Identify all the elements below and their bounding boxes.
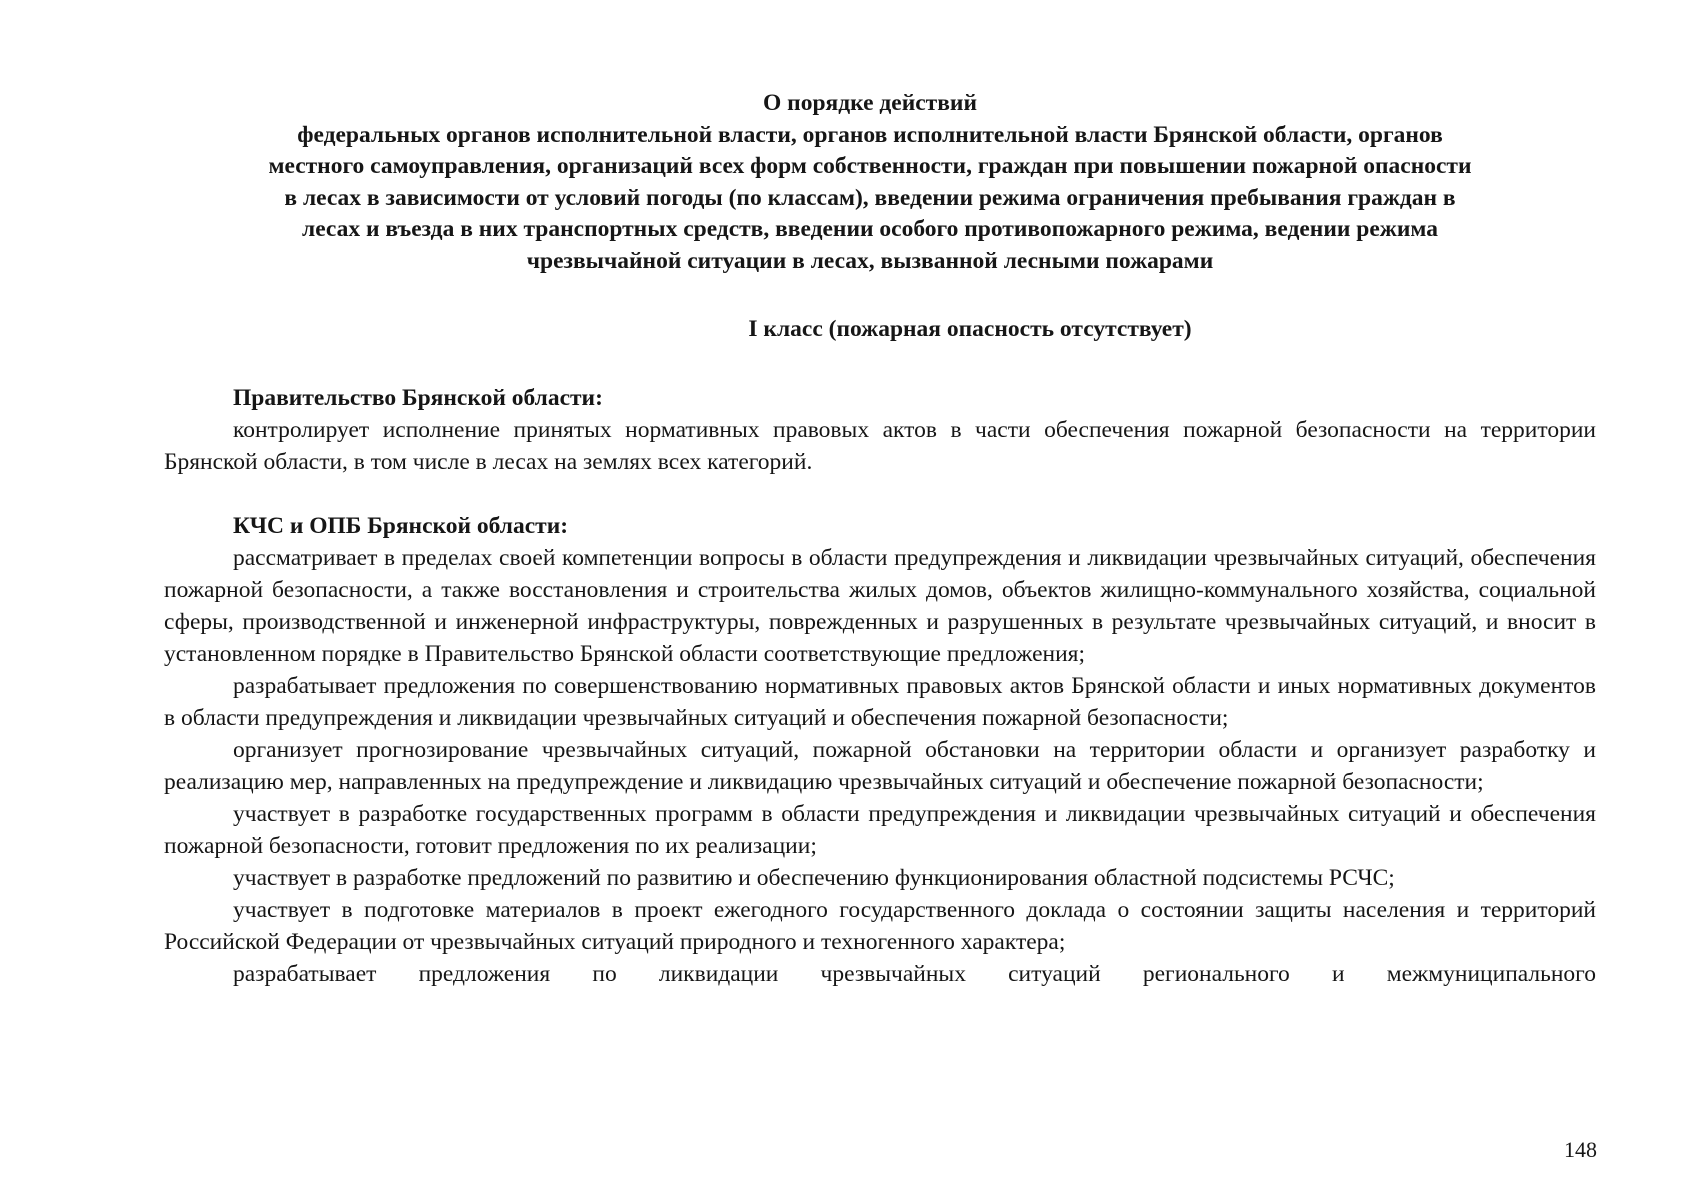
paragraph: организует прогнозирование чрезвычайных ситуаций, пожарной обстановки на территории области и организует разработку и реализацию мер, направленных на предупреждение и ликвидацию чрезвычайных ситуаций и обеспечение пожарной безопасности; (164, 737, 1596, 795)
title-line: в лесах в зависимости от условий погоды (по классам), введении режима ограничения пребывания граждан в (284, 184, 1456, 211)
page-number: 148 (1564, 1137, 1597, 1162)
title-line: О порядке действий (763, 90, 977, 116)
section-body-kchs-opb (164, 542, 1596, 990)
paragraph: участвует в подготовке материалов в проект ежегодного государственного доклада о состоянии защиты населения и территорий Российской Федерации от чрезвычайных ситуаций природного и техногенного характера; (164, 897, 1596, 955)
paragraph: разрабатывает предложения по ликвидации чрезвычайных ситуаций регионального и межмуниципального (233, 961, 1596, 987)
title-line: лесах и въезда в них транспортных средств, введении особого противопожарного режима, ведении режима (302, 216, 1438, 242)
fire-class-heading: I класс (пожарная опасность отсутствует) (748, 316, 1192, 342)
paragraph: рассматривает в пределах своей компетенции вопросы в области предупреждения и ликвидации чрезвычайных ситуаций, обеспечения пожарной безопасности, а также восстановления и строительства жилых домов, объектов жилищно-коммунального хозяйства, социальной сферы, производственной и инженерной инфраструктуры, поврежденных и разрушенных в результате чрезвычайных ситуаций, и вносит в установленном порядке в Правительство Брянской области соответствующие предложения; (164, 545, 1596, 667)
paragraph: участвует в разработке государственных программ в области предупреждения и ликвидации чрезвычайных ситуаций и обеспечения пожарной безопасности, готовит предложения по их реализации; (164, 801, 1596, 859)
paragraph: участвует в разработке предложений по развитию и обеспечению функционирования областной подсистемы РСЧС; (233, 865, 1395, 891)
title-line: местного самоуправления, организаций всех форм собственности, граждан при повышении пожарной опасности (268, 153, 1472, 179)
title-line: чрезвычайной ситуации в лесах, вызванной лесными пожарами (526, 247, 1214, 274)
paragraph: контролирует исполнение принятых нормативных правовых актов в части обеспечения пожарной безопасности на территории Брянской области, в том числе в лесах на землях всех категорий. (164, 417, 1596, 475)
section-heading-kchs-opb: КЧС и ОПБ Брянской области: (233, 513, 569, 539)
section-heading-government: Правительство Брянской области: (233, 385, 603, 411)
paragraph: разрабатывает предложения по совершенствованию нормативных правовых актов Брянской области и иных нормативных документов в области предупреждения и ликвидации чрезвычайных ситуаций и обеспечения пожарной безопасности; (164, 673, 1596, 731)
title-line: федеральных органов исполнительной власти, органов исполнительной власти Брянской области, органов (297, 121, 1443, 148)
document-title (160, 88, 1580, 277)
section-body-government (164, 414, 1596, 478)
